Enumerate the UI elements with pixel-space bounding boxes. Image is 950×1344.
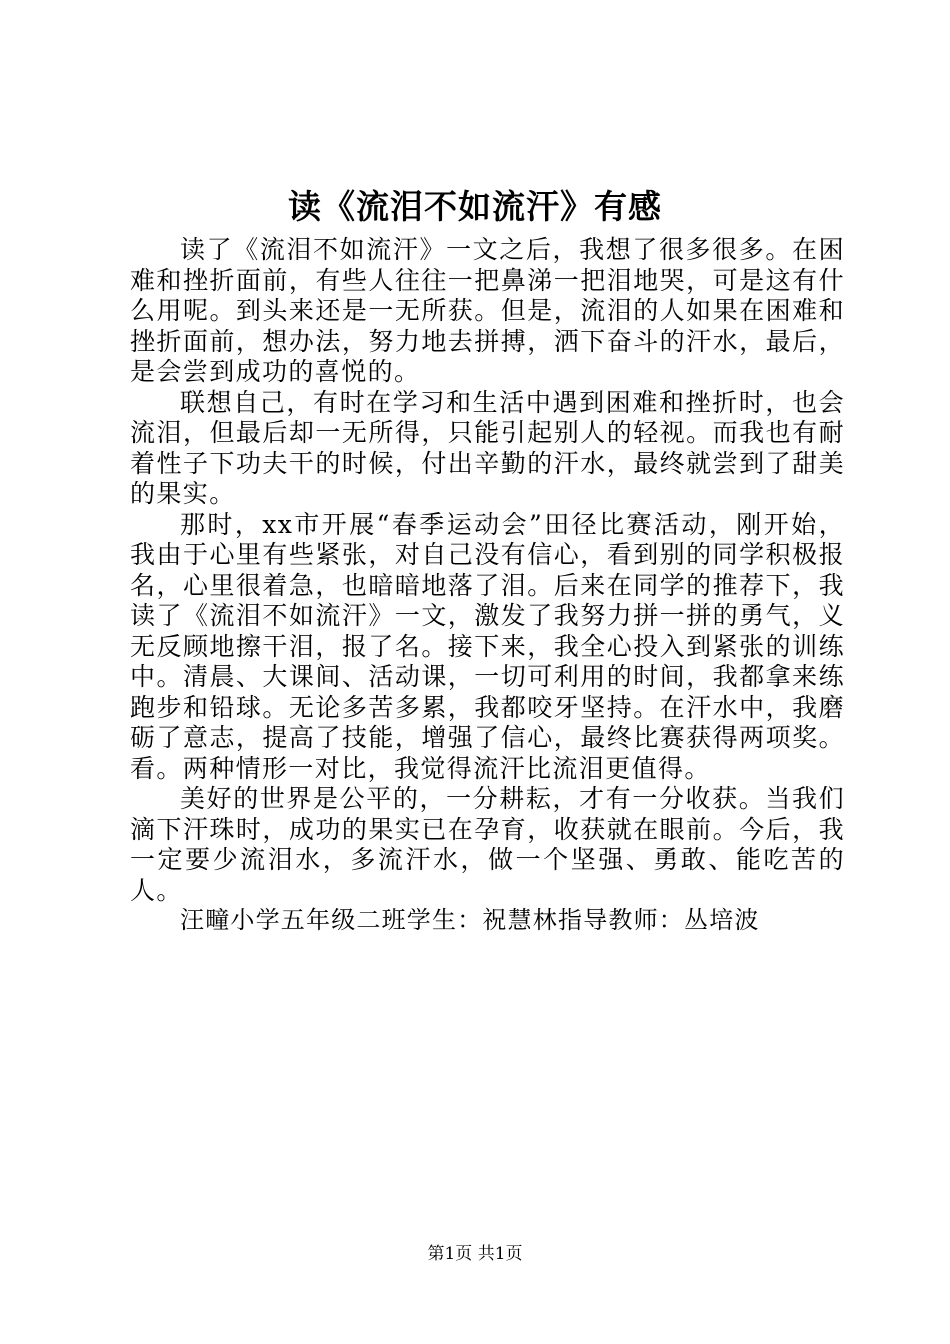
page-footer: 第1页 共1页 (427, 1244, 523, 1264)
paragraph-2: 联想自己，有时在学习和生活中遇到困难和挫折时，也会流泪，但最后却一无所得，只能引起别人的轻视。而我也有耐着性子下功夫干的时候，付出辛勤的汗水，最终就尝到了甜美的果实。 (130, 387, 845, 508)
paragraph-1: 读了《流泪不如流汗》一文之后，我想了很多很多。在困难和挫折面前，有些人往往一把鼻涕一把泪地哭，可是这有什么用呢。到头来还是一无所获。但是，流泪的人如果在困难和挫折面前，想办法，努力地去拼搏，洒下奋斗的汗水，最后，是会尝到成功的喜悦的。 (130, 235, 845, 386)
author-signature: 汪疃小学五年级二班学生：祝慧林指导教师：丛培波 (180, 906, 760, 934)
document-body (130, 235, 845, 906)
paragraph-3: 那时，xx市开展“春季运动会”田径比赛活动，刚开始，我由于心里有些紧张，对自己没有信心，看到别的同学积极报名，心里很着急，也暗暗地落了泪。后来在同学的推荐下，我读了《流泪不如流汗》一文，激发了我努力拼一拼的勇气，义无反顾地擦干泪，报了名。接下来，我全心投入到紧张的训练中。清晨、大课间、活动课，一切可利用的时间，我都拿来练跑步和铅球。无论多苦多累，我都咬牙坚持。在汗水中，我磨砺了意志，提高了技能，增强了信心，最终比赛获得两项奖。看。两种情形一对比，我觉得流汗比流泪更值得。 (130, 509, 845, 783)
document-title: 读《流泪不如流汗》有感 (288, 187, 662, 226)
paragraph-4: 美好的世界是公平的，一分耕耘，才有一分收获。当我们滴下汗珠时，成功的果实已在孕育，收获就在眼前。今后，我一定要少流泪水，多流汗水，做一个坚强、勇敢、能吃苦的人。 (130, 784, 845, 905)
